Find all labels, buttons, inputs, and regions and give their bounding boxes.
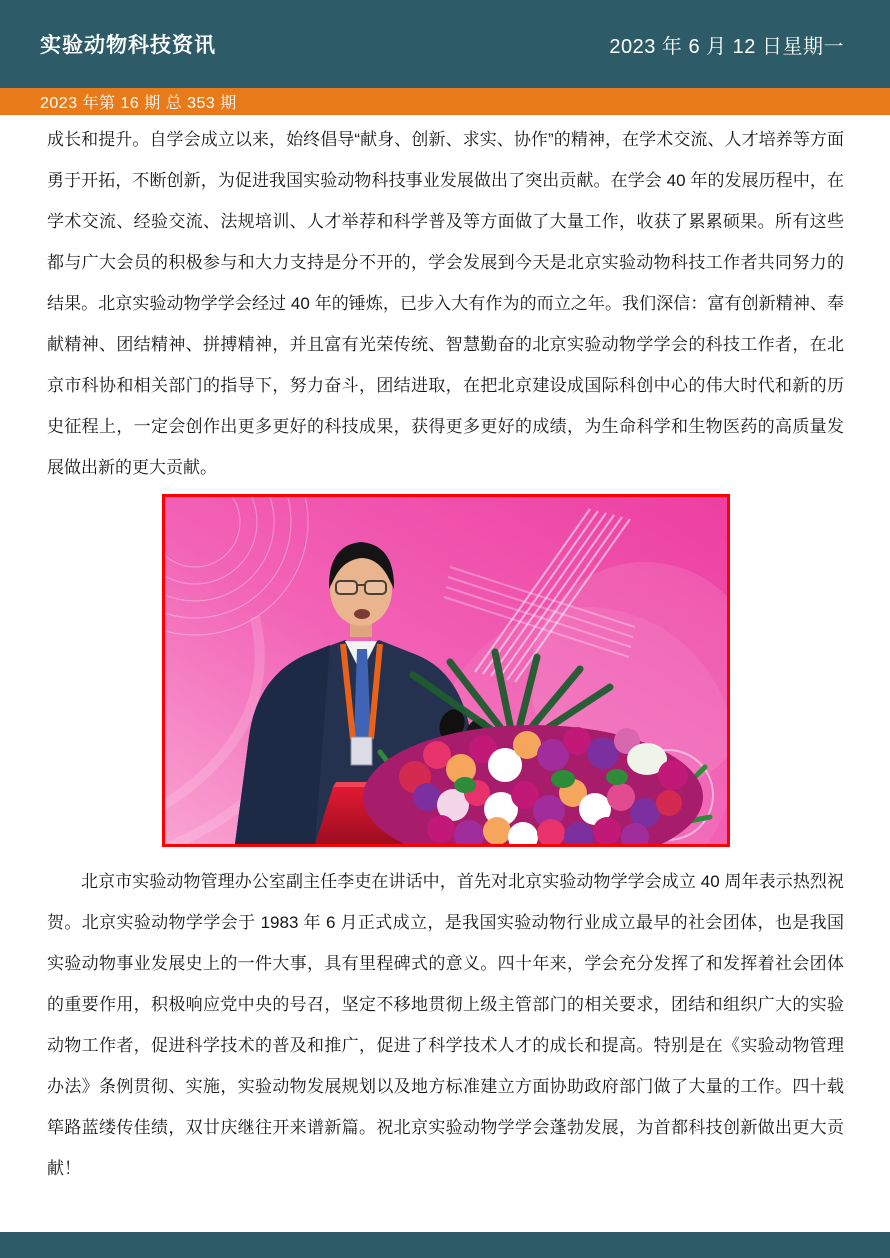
issue-label: 2023 年第 16 期 总 353 期 <box>40 95 237 112</box>
article-body <box>0 115 890 1189</box>
newsletter-title: 实验动物科技资讯 <box>40 34 216 57</box>
page-header <box>0 0 890 88</box>
issue-bar <box>0 88 890 115</box>
speech-photo <box>162 494 730 847</box>
header-date: 2023 年 6 月 12 日星期一 <box>609 35 844 58</box>
speech-photo-graphic <box>165 497 727 844</box>
article-paragraph-1: 成长和提升。自学会成立以来，始终倡导“献身、创新、求实、协作”的精神，在学术交流、人才培养等方面勇于开拓，不断创新，为促进我国实验动物科技事业发展做出了突出贡献。在学会 40 年的发展历程中，在学术交流、经验交流、法规培训、人才举荐和科学普及等方面做了大量工作，收获了累累硕果。所有这些都与广大会员的积极参与和大力支持是分不开的，学会发展到今天是北京实验动物科技工作者共同努力的结果。北京实验动物学学会经过 40 年的锤炼，已步入大有作为的而立之年。我们深信：富有创新精神、奉献精神、团结精神、拼搏精神，并且富有光荣传统、智慧勤奋的北京实验动物学学会的科技工作者，在北京市科协和相关部门的指导下，努力奋斗，团结进取，在把北京建设成国际科创中心的伟大时代和新的历史征程上，一定会创作出更多更好的科技成果，获得更多更好的成绩，为生命科学和生物医药的高质量发展做出新的更大贡献。 <box>47 130 844 477</box>
article-paragraph-2: 北京市实验动物管理办公室副主任李吏在讲话中，首先对北京实验动物学学会成立 40 周年表示热烈祝贺。北京实验动物学学会于 1983 年 6 月正式成立，是我国实验动物行业成立最早的社会团体，也是我国实验动物事业发展史上的一件大事，具有里程碑式的意义。四十年来，学会充分发挥了和发挥着社会团体的重要作用，积极响应党中央的号召，坚定不移地贯彻上级主管部门的相关要求，团结和组织广大的实验动物工作者，促进科学技术的普及和推广，促进了科学技术人才的成长和提高。特别是在《实验动物管理办法》条例贯彻、实施，实验动物发展规划以及地方标准建立方面协助政府部门做了大量的工作。四十载筚路蓝缕传佳绩，双廿庆继往开来谱新篇。祝北京实验动物学学会蓬勃发展，为首都科技创新做出更大贡献！ <box>47 872 844 1178</box>
footer-bar <box>0 1232 890 1258</box>
